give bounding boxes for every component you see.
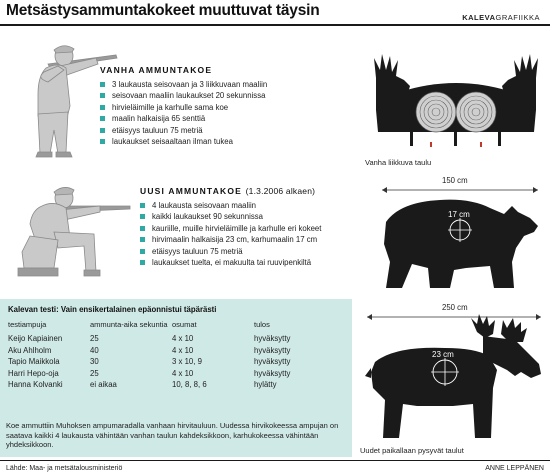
table-row [8,356,334,368]
rule-item: hirvieläimille ja karhulle sama koe [100,102,267,113]
cell-shooter: Harri Hepo-oja [8,368,59,378]
table-header-row [8,320,334,333]
rule-item: laukaukset seisaaltaan ilman tukea [100,136,267,147]
footer-rule [0,460,550,461]
table-row [8,333,334,345]
cell-time: 25 [90,334,99,344]
rule-item: hirvimaalin halkaisija 23 cm, karhumaalin 17 cm [140,234,321,245]
old-target-size: 65 cm [455,70,477,79]
rule-item: etäisyys tauluun 75 metriä [100,125,267,136]
moose-ring-size: 23 cm [432,350,454,359]
cell-shooter: Tapio Maikkola [8,357,60,367]
cell-result: hylätty [254,380,277,390]
bear-target-width: 150 cm [442,176,468,185]
rule-item: 3 laukausta seisovaan ja 3 liikkuvaan maaliin [100,79,267,90]
column-header-time: ammunta-aika sekuntia [90,320,168,329]
bear-target [380,192,542,292]
cell-time: 40 [90,345,99,355]
column-header-result: tulos [254,320,270,329]
brand-rest: GRAFIIKKA [495,13,540,22]
table-row [8,379,334,391]
new-test-rules [140,200,321,268]
cell-result: hyväksytty [254,345,291,355]
moose-target-caption: Uudet paikallaan pysyvät taulut [360,446,464,455]
author-credit: ANNE LEPPÄNEN [485,465,544,472]
test-heading: Kalevan testi: Vain ensikertalainen epäonnistui täpärästi [8,305,217,314]
cell-result: hyväksytty [254,334,291,344]
new-test-date: (1.3.2006 alkaen) [245,186,316,196]
bear-ring-size: 17 cm [448,210,470,219]
brand-logo [462,13,540,22]
old-test-rules [100,79,267,147]
page-title: Metsästysammuntakokeet muuttuvat täysin [6,2,320,19]
brand-bold: KALEVA [462,13,496,22]
cell-shooter: Keijo Kapiainen [8,334,63,344]
old-test-title: VANHA AMMUNTAKOE [100,65,213,75]
column-header-shooter: testiampuja [8,320,47,329]
rule-item: 4 laukausta seisovaan maaliin [140,200,321,211]
rule-item: kaikki laukaukset 90 sekunnissa [140,211,321,222]
test-note: Koe ammuttiin Muhoksen ampumaradalla vanhaan hirvitauluun. Uudessa hirvikokeessa ampujan on saatava kaikki 4 laukausta vähintään vanhan taulun kahdeksikkoon, karhukokeessa vähintään yhdeksikkoon. [6,421,339,450]
table-row [8,368,334,380]
old-moving-target [370,40,542,158]
cell-hits: 10, 8, 8, 6 [172,380,207,390]
cell-result: hyväksytty [254,357,291,367]
moose-target-width: 250 cm [442,303,468,312]
column-header-hits: osumat [172,320,197,329]
rule-item: maalin halkaisija 65 senttiä [100,113,267,124]
cell-time: 30 [90,357,99,367]
cell-hits: 4 x 10 [172,334,194,344]
new-test-title [140,186,315,196]
cell-time: 25 [90,368,99,378]
old-target-caption: Vanha liikkuva taulu [365,158,432,167]
cell-hits: 4 x 10 [172,345,194,355]
cell-hits: 3 x 10, 9 [172,357,202,367]
cell-shooter: Aku Ahlholm [8,345,52,355]
source-text: Lähde: Maa- ja metsätalousministeriö [6,465,123,472]
table-row [8,345,334,357]
kneeling-shooter-figure [14,176,134,282]
cell-time: ei aikaa [90,380,117,390]
cell-hits: 4 x 10 [172,368,194,378]
cell-shooter: Hanna Kolvanki [8,380,63,390]
rule-item: seisovaan maaliin laukaukset 20 sekunnissa [100,90,267,101]
moose-target [365,312,545,446]
header-rule [0,24,550,26]
cell-result: hyväksytty [254,368,291,378]
rule-item: laukaukset tuelta, ei makuulta tai ruuvipenkiltä [140,257,321,268]
new-test-title-text: UUSI AMMUNTAKOE [140,186,243,196]
results-table [8,320,334,391]
rule-item: kauriille, muille hirvieläimille ja karhulle eri kokeet [140,223,321,234]
rule-item: etäisyys tauluun 75 metriä [140,246,321,257]
